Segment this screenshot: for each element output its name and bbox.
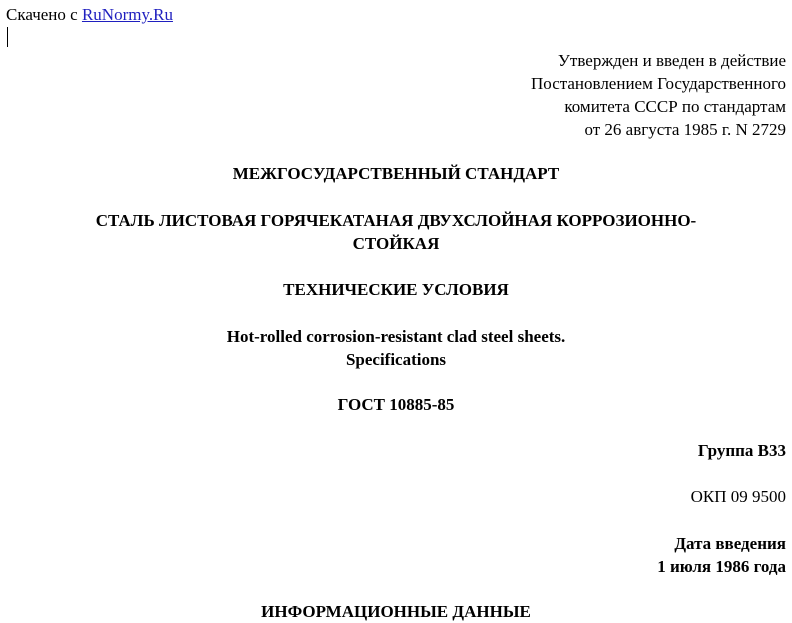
section-heading: ИНФОРМАЦИОННЫЕ ДАННЫЕ	[261, 602, 531, 621]
approval-line: Постановлением Государственного	[531, 74, 786, 93]
document-subtitle: ТЕХНИЧЕСКИЕ УСЛОВИЯ	[283, 280, 509, 299]
source-link[interactable]: RuNormy.Ru	[81, 5, 173, 24]
intro-date-block	[657, 532, 786, 578]
text-cursor	[7, 27, 8, 47]
download-source-line	[6, 5, 173, 25]
okp-code: ОКП 09 9500	[690, 487, 786, 506]
title-line: СТОЙКАЯ	[352, 234, 440, 253]
english-title-line: Specifications	[345, 350, 447, 369]
approval-line: от 26 августа 1985 г. N 2729	[584, 120, 786, 139]
standard-type: МЕЖГОСУДАРСТВЕННЫЙ СТАНДАРТ	[232, 164, 560, 183]
group-label: Группа В33	[697, 441, 786, 460]
approval-line: комитета СССР по стандартам	[564, 97, 786, 116]
english-title	[0, 325, 792, 371]
document-title	[0, 209, 792, 255]
approval-block	[531, 49, 786, 141]
title-line: СТАЛЬ ЛИСТОВАЯ ГОРЯЧЕКАТАНАЯ ДВУХСЛОЙНАЯ КОРРОЗИОННО-	[95, 211, 697, 230]
gost-number: ГОСТ 10885-85	[337, 395, 455, 414]
downloaded-prefix: Скачено с	[6, 5, 78, 24]
intro-date: 1 июля 1986 года	[657, 557, 786, 576]
approval-line: Утвержден и введен в действие	[557, 51, 786, 70]
english-title-line: Hot-rolled corrosion-resistant clad steel sheets.	[226, 327, 566, 346]
intro-date-label: Дата введения	[674, 534, 786, 553]
